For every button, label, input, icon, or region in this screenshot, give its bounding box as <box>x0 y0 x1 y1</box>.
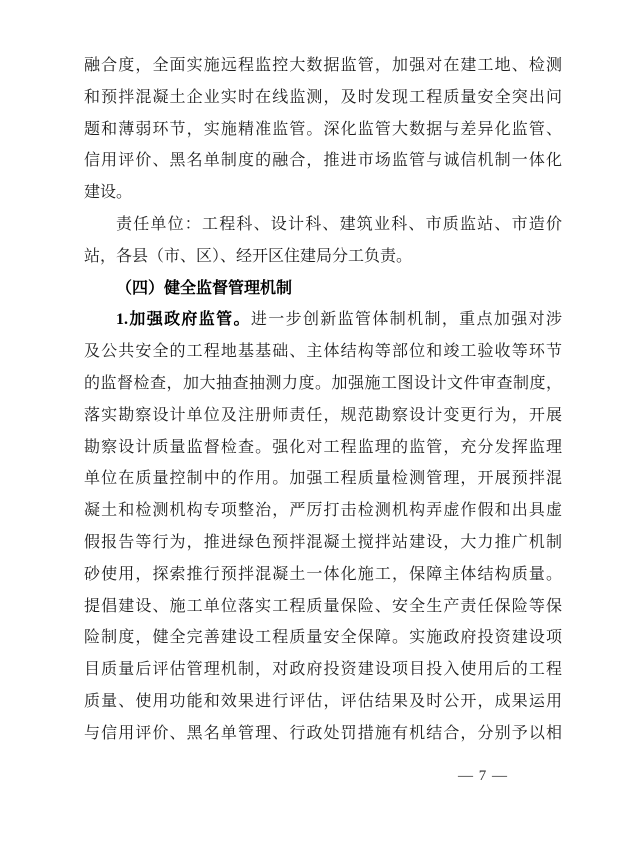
text-line: 与信用评价、黑名单管理、行政处罚措施有机结合，分别予以相 <box>84 724 562 742</box>
text-line: 险制度，健全完善建设工程质量安全保障。实施政府投资建设项 <box>84 629 562 647</box>
text-line: 凝土和检测机构专项整治，严厉打击检测机构弄虚作假和出具虚 <box>84 502 562 520</box>
text-line: 和预拌混凝土企业实时在线监测，及时发现工程质量安全突出问 <box>84 88 562 106</box>
text-line: 信用评价、黑名单制度的融合，推进市场监管与诚信机制一体化 <box>84 152 562 170</box>
page-number: — 7 — <box>458 768 508 784</box>
text-line: 落实勘察设计单位及注册师责任，规范勘察设计变更行为，开展 <box>84 406 562 424</box>
text-line: 质量、使用功能和效果进行评估，评估结果及时公开，成果运用 <box>84 692 562 710</box>
text-line: 单位在质量控制中的作用。加强工程质量检测管理，开展预拌混 <box>84 470 562 488</box>
text-line: 的监督检查，加大抽查抽测力度。加强施工图设计文件审查制度， <box>84 374 562 392</box>
bold-run: 1.加强政府监管。 <box>116 311 251 329</box>
text-line: 建设。 <box>84 184 133 202</box>
text-line: 目质量后评估管理机制，对政府投资建设项目投入使用后的工程 <box>84 661 562 679</box>
text-line: （四）健全监督管理机制 <box>116 279 293 297</box>
text-line: 融合度，全面实施远程监控大数据监管，加强对在建工地、检测 <box>84 57 562 74</box>
text-line: 提倡建设、施工单位落实工程质量保险、安全生产责任保险等保 <box>84 597 562 615</box>
text-run: 进一步创新监管体制机制，重点加强对涉 <box>250 311 562 329</box>
text-line <box>84 304 562 336</box>
footer <box>458 766 578 786</box>
text-line: 砂使用，探索推行预拌混凝土一体化施工，保障主体结构质量。 <box>84 565 562 583</box>
text-line: 及公共安全的工程地基基础、主体结构等部位和竣工验收等环节 <box>84 343 562 361</box>
text-line: 题和薄弱环节，实施精准监管。深化监管大数据与差异化监管、 <box>84 120 562 138</box>
text-line: 责任单位：工程科、设计科、建筑业科、市质监站、市造价 <box>116 215 562 233</box>
text-line: 勘察设计质量监督检查。强化对工程监理的监管，充分发挥监理 <box>84 438 562 456</box>
document-body <box>84 50 562 750</box>
text-line: 假报告等行为，推进绿色预拌混凝土搅拌站建设，大力推广机制 <box>84 533 562 551</box>
text-line: 站，各县（市、区）、经开区住建局分工负责。 <box>84 247 413 265</box>
